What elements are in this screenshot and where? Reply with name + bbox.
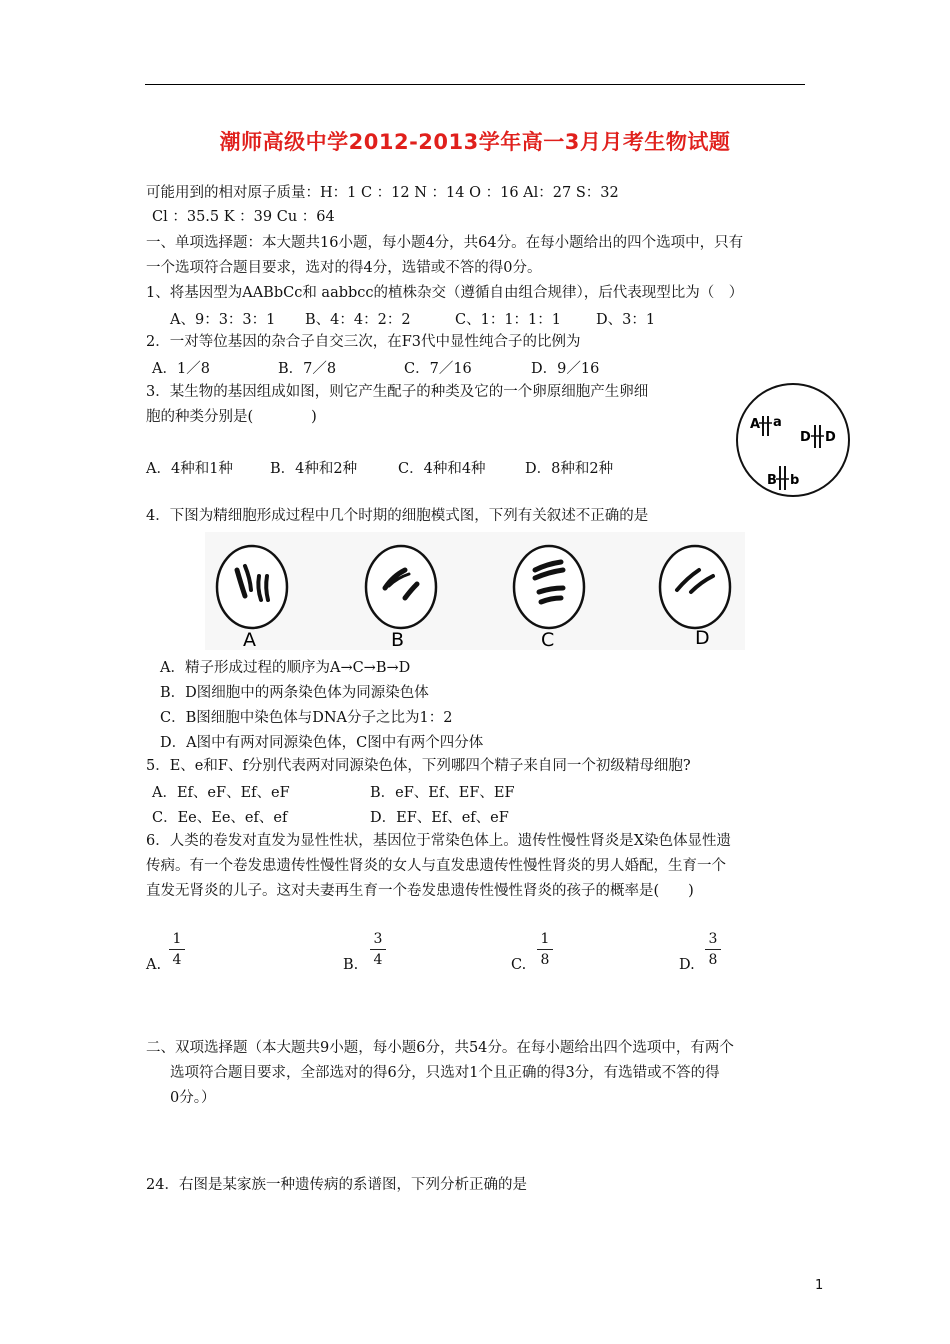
gene-label-D1: D [800, 430, 811, 445]
fraction-numerator: 1 [540, 931, 550, 947]
q3-stem-1: 3．某生物的基因组成如图，则它产生配子的种类及它的一个卵原细胞产生卵细 [146, 384, 649, 400]
q4-option-d: D．A图中有两对同源染色体，C图中有两个四分体 [160, 735, 484, 751]
gene-label-D2: D [825, 430, 836, 445]
q6-option-a-label: A. [146, 957, 162, 973]
q1-option-c: C、1：1：1：1 [455, 312, 561, 328]
q3-gene-figure [733, 378, 853, 502]
q6-option-d-label: D. [679, 957, 695, 973]
atomic-mass-line-1: 可能用到的相对原子质量：H：1 C ：12 N ：14 O ：16 Al：27 S：32 [146, 185, 619, 201]
q5-option-c: C．Ee、Ee、ef、ef [152, 810, 288, 826]
q6-option-a-fraction [169, 930, 185, 969]
gene-label-A: A [750, 417, 761, 432]
q24-stem: 24．右图是某家族一种遗传病的系谱图，下列分析正确的是 [146, 1177, 527, 1193]
fraction-bar [705, 949, 721, 950]
q4-option-b: B．D图细胞中的两条染色体为同源染色体 [160, 685, 429, 701]
gene-label-b: b [790, 473, 800, 488]
section1-instructions-1: 一、单项选择题：本大题共16小题，每小题4分，共64分。在每小题给出的四个选项中，只有 [146, 235, 744, 251]
fraction-bar [169, 949, 185, 950]
q4-cell-figure [205, 532, 745, 650]
q2-option-c: C．7／16 [404, 361, 472, 377]
atomic-mass-line-2: Cl ：35.5 K ：39 Cu ：64 [152, 209, 335, 225]
q6-option-b-fraction [370, 930, 386, 969]
q4-option-c: C．B图细胞中染色体与DNA分子之比为1：2 [160, 710, 453, 726]
q5-stem: 5．E、e和F、f分别代表两对同源染色体，下列哪四个精子来自同一个初级精母细胞? [146, 758, 691, 774]
fraction-numerator: 3 [708, 931, 718, 947]
header-rule [145, 84, 805, 85]
section2-instructions-2: 选项符合题目要求，全部选对的得6分，只选对1个且正确的得3分，有选错或不答的得 [170, 1065, 720, 1081]
q6-option-b-label: B. [343, 957, 359, 973]
q6-stem-2: 传病。有一个卷发患遗传性慢性肾炎的女人与直发患遗传性慢性肾炎的男人婚配，生育一个 [146, 858, 726, 874]
q6-option-d-fraction [705, 930, 721, 969]
cell-label-a: A [243, 629, 256, 650]
fraction-numerator: 3 [373, 931, 383, 947]
q3-option-d: D．8种和2种 [525, 461, 614, 477]
q3-option-b: B．4种和2种 [270, 461, 358, 477]
q6-option-c-label: C. [511, 957, 527, 973]
fraction-bar [537, 949, 553, 950]
section1-instructions-2: 一个选项符合题目要求，选对的得4分，选错或不答的得0分。 [146, 260, 542, 276]
q3-stem-2: 胞的种类分别是( ) [146, 409, 317, 425]
q1-option-a: A、9：3：3：1 [170, 312, 276, 328]
cell-label-b: B [391, 629, 405, 650]
fraction-bar [370, 949, 386, 950]
cell-label-c: C [541, 629, 555, 650]
fraction-denominator: 8 [708, 952, 718, 968]
q2-option-b: B．7／8 [278, 361, 337, 377]
q1-option-b: B、4：4：2：2 [305, 312, 411, 328]
q5-option-b: B．eF、Ef、EF、EF [370, 785, 515, 801]
fraction-numerator: 1 [172, 931, 182, 947]
gene-label-a: a [773, 415, 782, 430]
q2-option-d: D．9／16 [531, 361, 600, 377]
q4-option-a: A．精子形成过程的顺序为A→C→B→D [160, 660, 411, 676]
q2-stem: 2．一对等位基因的杂合子自交三次，在F3代中显性纯合子的比例为 [146, 334, 581, 350]
fraction-denominator: 8 [540, 952, 550, 968]
q4-stem: 4．下图为精细胞形成过程中几个时期的细胞模式图，下列有关叙述不正确的是 [146, 508, 649, 524]
q1-stem: 1、将基因型为AABbCc和 aabbcc的植株杂交（遵循自由组合规律），后代表现型比为（ ） [146, 285, 744, 301]
chromosome [266, 576, 268, 600]
cell-label-d: D [695, 627, 710, 649]
section2-instructions-3: 0分。） [170, 1090, 216, 1106]
q6-stem-3: 直发无肾炎的儿子。这对夫妻再生育一个卷发患遗传性慢性肾炎的孩子的概率是( ) [146, 883, 694, 899]
page-title: 潮师高级中学2012-2013学年高一3月月考生物试题 [219, 130, 731, 154]
q2-option-a: A．1／8 [152, 361, 210, 377]
q5-option-a: A．Ef、eF、Ef、eF [152, 785, 290, 801]
q3-option-a: A．4种和1种 [146, 461, 233, 477]
gene-label-B: B [767, 473, 777, 488]
fraction-denominator: 4 [373, 952, 383, 968]
section2-instructions-1: 二、双项选择题（本大题共9小题，每小题6分，共54分。在每小题给出四个选项中，有两个 [146, 1040, 734, 1056]
q3-option-c: C．4种和4种 [398, 461, 486, 477]
cell-b-outline [366, 546, 436, 628]
page-number: 1 [815, 1278, 824, 1293]
q6-option-c-fraction [537, 930, 553, 969]
fraction-denominator: 4 [172, 952, 182, 968]
q1-option-d: D、3：1 [596, 312, 656, 328]
q5-option-d: D．EF、Ef、ef、eF [370, 810, 509, 826]
q6-stem-1: 6．人类的卷发对直发为显性性状，基因位于常染色体上。遗传性慢性肾炎是X染色体显性遗 [146, 833, 732, 849]
